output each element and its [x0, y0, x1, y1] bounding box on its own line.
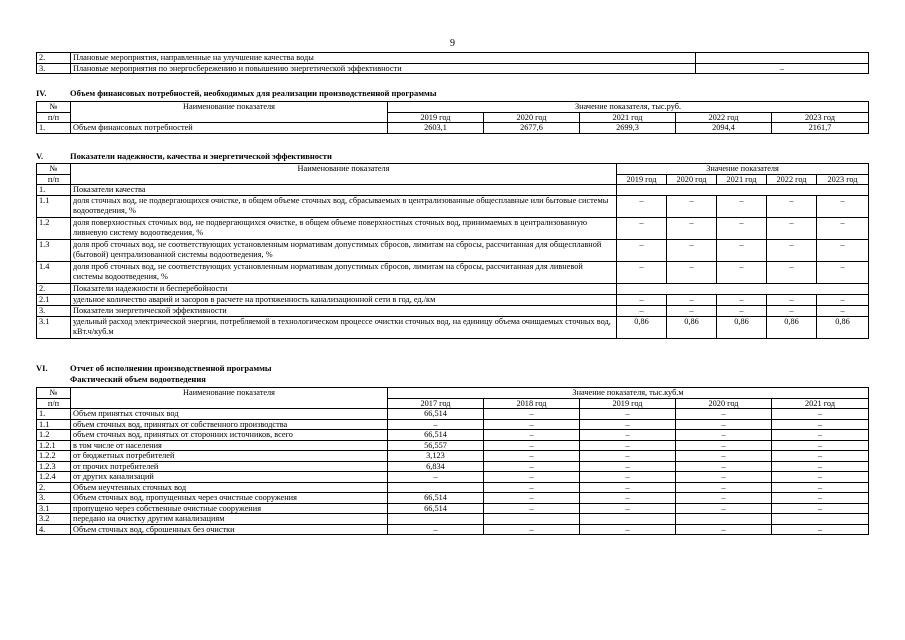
header-year: 2020 год — [484, 112, 580, 123]
row-value: – — [388, 472, 484, 483]
table-row — [37, 123, 869, 134]
row-value: – — [817, 262, 869, 284]
section-4-number: IV. — [36, 88, 47, 98]
header-year: 2021 год — [580, 112, 676, 123]
table-header-row — [37, 164, 869, 175]
row-value: 0,86 — [767, 317, 817, 339]
header-year: 2022 год — [676, 112, 772, 123]
row-value: – — [617, 218, 667, 240]
row-number: 2.1 — [37, 295, 71, 306]
row-number: 1.2.1 — [37, 440, 71, 451]
table-row — [37, 503, 869, 514]
row-value: – — [772, 493, 869, 504]
row-value: 0,86 — [617, 317, 667, 339]
row-value — [696, 53, 869, 64]
table-row — [37, 53, 869, 64]
section-5-number: V. — [36, 151, 44, 161]
header-year: 2017 год — [388, 398, 484, 409]
table-row — [37, 440, 869, 451]
row-value: – — [767, 240, 817, 262]
row-value: – — [484, 472, 580, 483]
row-value: – — [580, 524, 676, 535]
header-value: Значение показателя — [617, 164, 869, 175]
row-value: – — [772, 430, 869, 441]
row-value: 66,514 — [388, 493, 484, 504]
row-value: – — [767, 295, 817, 306]
row-value: – — [817, 196, 869, 218]
row-number: 3. — [37, 63, 71, 74]
row-number: 3.1 — [37, 317, 71, 339]
row-value — [676, 514, 772, 525]
row-name: Плановые мероприятия по энергосбережению и повышению энергетической эффективности — [71, 63, 696, 74]
table-row — [37, 493, 869, 504]
header-number: № — [37, 388, 71, 399]
table-row — [37, 317, 869, 339]
row-name: в том числе от населения — [71, 440, 388, 451]
header-year: 2023 год — [817, 174, 869, 185]
table-row — [37, 451, 869, 462]
row-name: объем сточных вод, принятых от сторонних источников, всего — [71, 430, 388, 441]
section-6-number: VI. — [36, 363, 48, 373]
row-name: Объем принятых сточных вод — [71, 409, 388, 420]
row-value: – — [676, 430, 772, 441]
table-row — [37, 63, 869, 74]
row-value: – — [580, 493, 676, 504]
row-name: от других канализаций — [71, 472, 388, 483]
row-value: – — [617, 262, 667, 284]
row-value: – — [484, 503, 580, 514]
row-value: – — [717, 295, 767, 306]
section-4-heading — [36, 89, 436, 99]
header-year: 2022 год — [767, 174, 817, 185]
row-name: доля проб сточных вод, не соответствующих установленным нормативам допустимых сбросов, лимитам на сбросы, рассчитанная для общесплавной (бытовой) централизованной системы водоотведения, % — [71, 240, 617, 262]
row-value: 6,834 — [388, 461, 484, 472]
table-reliability-indicators — [36, 163, 869, 339]
row-value-empty — [617, 185, 869, 196]
row-value-empty — [617, 284, 869, 295]
row-value: – — [667, 306, 717, 317]
row-name: объем сточных вод, принятых от собственного производства — [71, 419, 388, 430]
table-financial-needs — [36, 101, 869, 134]
table-continuation — [36, 52, 869, 74]
row-number: 1. — [37, 185, 71, 196]
row-value: – — [772, 440, 869, 451]
table-row — [37, 514, 869, 525]
row-value — [580, 514, 676, 525]
header-number: № — [37, 164, 71, 175]
row-value: – — [580, 409, 676, 420]
row-value: – — [580, 419, 676, 430]
row-value: – — [388, 419, 484, 430]
row-name: Показатели надежности и бесперебойности — [71, 284, 617, 295]
section-6-subtitle: Фактический объем водоотведения — [70, 374, 206, 384]
row-value: – — [676, 440, 772, 451]
row-value: – — [580, 440, 676, 451]
row-value: 0,86 — [667, 317, 717, 339]
row-value: 0,86 — [817, 317, 869, 339]
row-value: 2677,6 — [484, 123, 580, 134]
row-value — [772, 514, 869, 525]
row-number: 2. — [37, 284, 71, 295]
table-row — [37, 306, 869, 317]
row-value: – — [667, 240, 717, 262]
row-value: – — [676, 472, 772, 483]
row-value: – — [772, 461, 869, 472]
row-number: 3.1 — [37, 503, 71, 514]
section-4-title: Объем финансовых потребностей, необходимых для реализации производственной программы — [70, 88, 437, 98]
table-header-row — [37, 388, 869, 399]
row-value: – — [676, 461, 772, 472]
row-number: 1.1 — [37, 196, 71, 218]
row-value: – — [580, 472, 676, 483]
row-value: – — [767, 196, 817, 218]
row-value: – — [484, 409, 580, 420]
header-year: 2019 год — [580, 398, 676, 409]
section-5-title: Показатели надежности, качества и энергетической эффективности — [70, 151, 332, 161]
row-value: – — [484, 493, 580, 504]
row-value: – — [817, 240, 869, 262]
section-5-heading — [36, 152, 332, 162]
row-value: – — [676, 409, 772, 420]
row-value: 66,514 — [388, 503, 484, 514]
header-value: Значение показателя, тыс.куб.м — [388, 388, 869, 399]
row-value: – — [717, 196, 767, 218]
row-number: 3. — [37, 493, 71, 504]
row-value: – — [580, 451, 676, 462]
row-number: 1. — [37, 409, 71, 420]
row-number: 1. — [37, 123, 71, 134]
row-value: – — [767, 218, 817, 240]
header-number-sub: п/п — [37, 174, 71, 185]
row-value — [388, 482, 484, 493]
row-value: – — [580, 482, 676, 493]
row-value: 2161,7 — [772, 123, 869, 134]
row-value: – — [484, 482, 580, 493]
row-value: – — [617, 295, 667, 306]
row-value: – — [667, 262, 717, 284]
row-value: – — [717, 262, 767, 284]
row-number: 2. — [37, 482, 71, 493]
row-value: – — [484, 461, 580, 472]
row-value: – — [667, 196, 717, 218]
header-number-sub: п/п — [37, 112, 71, 123]
row-value: – — [676, 524, 772, 535]
row-value: – — [580, 503, 676, 514]
table-row — [37, 196, 869, 218]
row-value: – — [676, 503, 772, 514]
row-value: – — [676, 419, 772, 430]
section-6-heading — [36, 364, 272, 374]
row-value: – — [667, 295, 717, 306]
table-row — [37, 218, 869, 240]
row-value: 56,557 — [388, 440, 484, 451]
row-value: – — [772, 451, 869, 462]
row-value: – — [772, 472, 869, 483]
row-value: – — [617, 240, 667, 262]
row-number: 1.2 — [37, 430, 71, 441]
row-value: – — [580, 430, 676, 441]
row-value: – — [484, 451, 580, 462]
header-year: 2023 год — [772, 112, 869, 123]
row-value: – — [667, 218, 717, 240]
row-value: – — [676, 451, 772, 462]
row-name: Объем неучтенных сточных вод — [71, 482, 388, 493]
table-row — [37, 284, 869, 295]
header-number-sub: п/п — [37, 398, 71, 409]
table-row — [37, 419, 869, 430]
row-name: доля поверхностных сточных вод, не подвергающихся очистке, в общем объеме поверхностных сточных вод, принимаемых в централизованную ливневую систему водоотведения, % — [71, 218, 617, 240]
row-name: Показатели качества — [71, 185, 617, 196]
table-row — [37, 461, 869, 472]
row-value: – — [717, 240, 767, 262]
row-value — [484, 514, 580, 525]
row-value: – — [772, 482, 869, 493]
header-number: № — [37, 102, 71, 113]
row-name: пропущено через собственные очистные сооружения — [71, 503, 388, 514]
row-value: – — [484, 440, 580, 451]
row-number: 2. — [37, 53, 71, 64]
table-row — [37, 409, 869, 420]
table-row — [37, 472, 869, 483]
row-name: доля сточных вод, не подвергающихся очистке, в общем объеме сточных вод, сбрасываемых в централизованные общесплавные или бытовые системы водоотведения, % — [71, 196, 617, 218]
header-year: 2021 год — [772, 398, 869, 409]
row-value: – — [817, 218, 869, 240]
row-value: – — [676, 493, 772, 504]
table-actual-wastewater-volume — [36, 387, 869, 535]
row-number: 1.2.3 — [37, 461, 71, 472]
row-number: 1.2 — [37, 218, 71, 240]
row-number: 3. — [37, 306, 71, 317]
row-value: – — [772, 419, 869, 430]
row-value: – — [772, 409, 869, 420]
header-value: Значение показателя, тыс.руб. — [388, 102, 869, 113]
header-year: 2019 год — [617, 174, 667, 185]
row-value — [388, 514, 484, 525]
table-row — [37, 482, 869, 493]
row-value: – — [696, 63, 869, 74]
row-number: 1.3 — [37, 240, 71, 262]
header-name: Наименование показателя — [71, 164, 617, 185]
row-name: доля проб сточных вод, не соответствующих установленным нормативам допустимых сбросов, лимитам на сбросы, рассчитанная для ливневой системы водоотведения, % — [71, 262, 617, 284]
header-year: 2018 год — [484, 398, 580, 409]
table-row — [37, 295, 869, 306]
row-value: 2603,1 — [388, 123, 484, 134]
table-row — [37, 430, 869, 441]
row-value: – — [580, 461, 676, 472]
table-row — [37, 262, 869, 284]
row-number: 1.2.2 — [37, 451, 71, 462]
row-value: – — [484, 430, 580, 441]
row-number: 1.4 — [37, 262, 71, 284]
row-name: удельное количество аварий и засоров в расчете на протяженность канализационной сети в год, ед./км — [71, 295, 617, 306]
row-value: 0,86 — [717, 317, 767, 339]
row-value: – — [817, 295, 869, 306]
row-value: – — [388, 524, 484, 535]
row-value: 3,123 — [388, 451, 484, 462]
row-value: 2094,4 — [676, 123, 772, 134]
row-value: 66,514 — [388, 409, 484, 420]
header-name: Наименование показателя — [71, 102, 388, 123]
table-header-row — [37, 102, 869, 113]
header-year: 2020 год — [676, 398, 772, 409]
row-name: Показатели энергетической эффективности — [71, 306, 617, 317]
row-value: – — [817, 306, 869, 317]
row-name: Плановые мероприятия, направленные на улучшение качества воды — [71, 53, 696, 64]
page-number: 9 — [450, 38, 455, 49]
row-value: – — [676, 482, 772, 493]
row-value: – — [772, 503, 869, 514]
header-year: 2020 год — [667, 174, 717, 185]
row-name: Объем финансовых потребностей — [71, 123, 388, 134]
table-row — [37, 524, 869, 535]
row-name: Объем сточных вод, пропущенных через очистные сооружения — [71, 493, 388, 504]
row-value: – — [617, 306, 667, 317]
row-name: удельный расход электрической энергии, потребляемой в технологическом процессе очистки сточных вод, на единицу объема очищаемых сточных вод, кВт.ч/куб.м — [71, 317, 617, 339]
row-value: 2699,3 — [580, 123, 676, 134]
row-value: – — [484, 419, 580, 430]
header-name: Наименование показателя — [71, 388, 388, 409]
row-value: – — [617, 196, 667, 218]
row-name: передано на очистку другим канализациям — [71, 514, 388, 525]
header-year: 2019 год — [388, 112, 484, 123]
row-number: 4. — [37, 524, 71, 535]
row-name: от бюджетных потребителей — [71, 451, 388, 462]
row-number: 1.2.4 — [37, 472, 71, 483]
row-value: – — [484, 524, 580, 535]
row-value: – — [717, 306, 767, 317]
table-row — [37, 185, 869, 196]
row-value: – — [717, 218, 767, 240]
row-number: 1.1 — [37, 419, 71, 430]
row-name: Объем сточных вод, сброшенных без очистки — [71, 524, 388, 535]
section-6-title: Отчет об исполнении производственной программы — [70, 363, 272, 373]
table-row — [37, 240, 869, 262]
row-value: – — [767, 306, 817, 317]
row-name: от прочих потребителей — [71, 461, 388, 472]
header-year: 2021 год — [717, 174, 767, 185]
row-value: 66,514 — [388, 430, 484, 441]
row-value: – — [772, 524, 869, 535]
row-value: – — [767, 262, 817, 284]
row-number: 3.2 — [37, 514, 71, 525]
